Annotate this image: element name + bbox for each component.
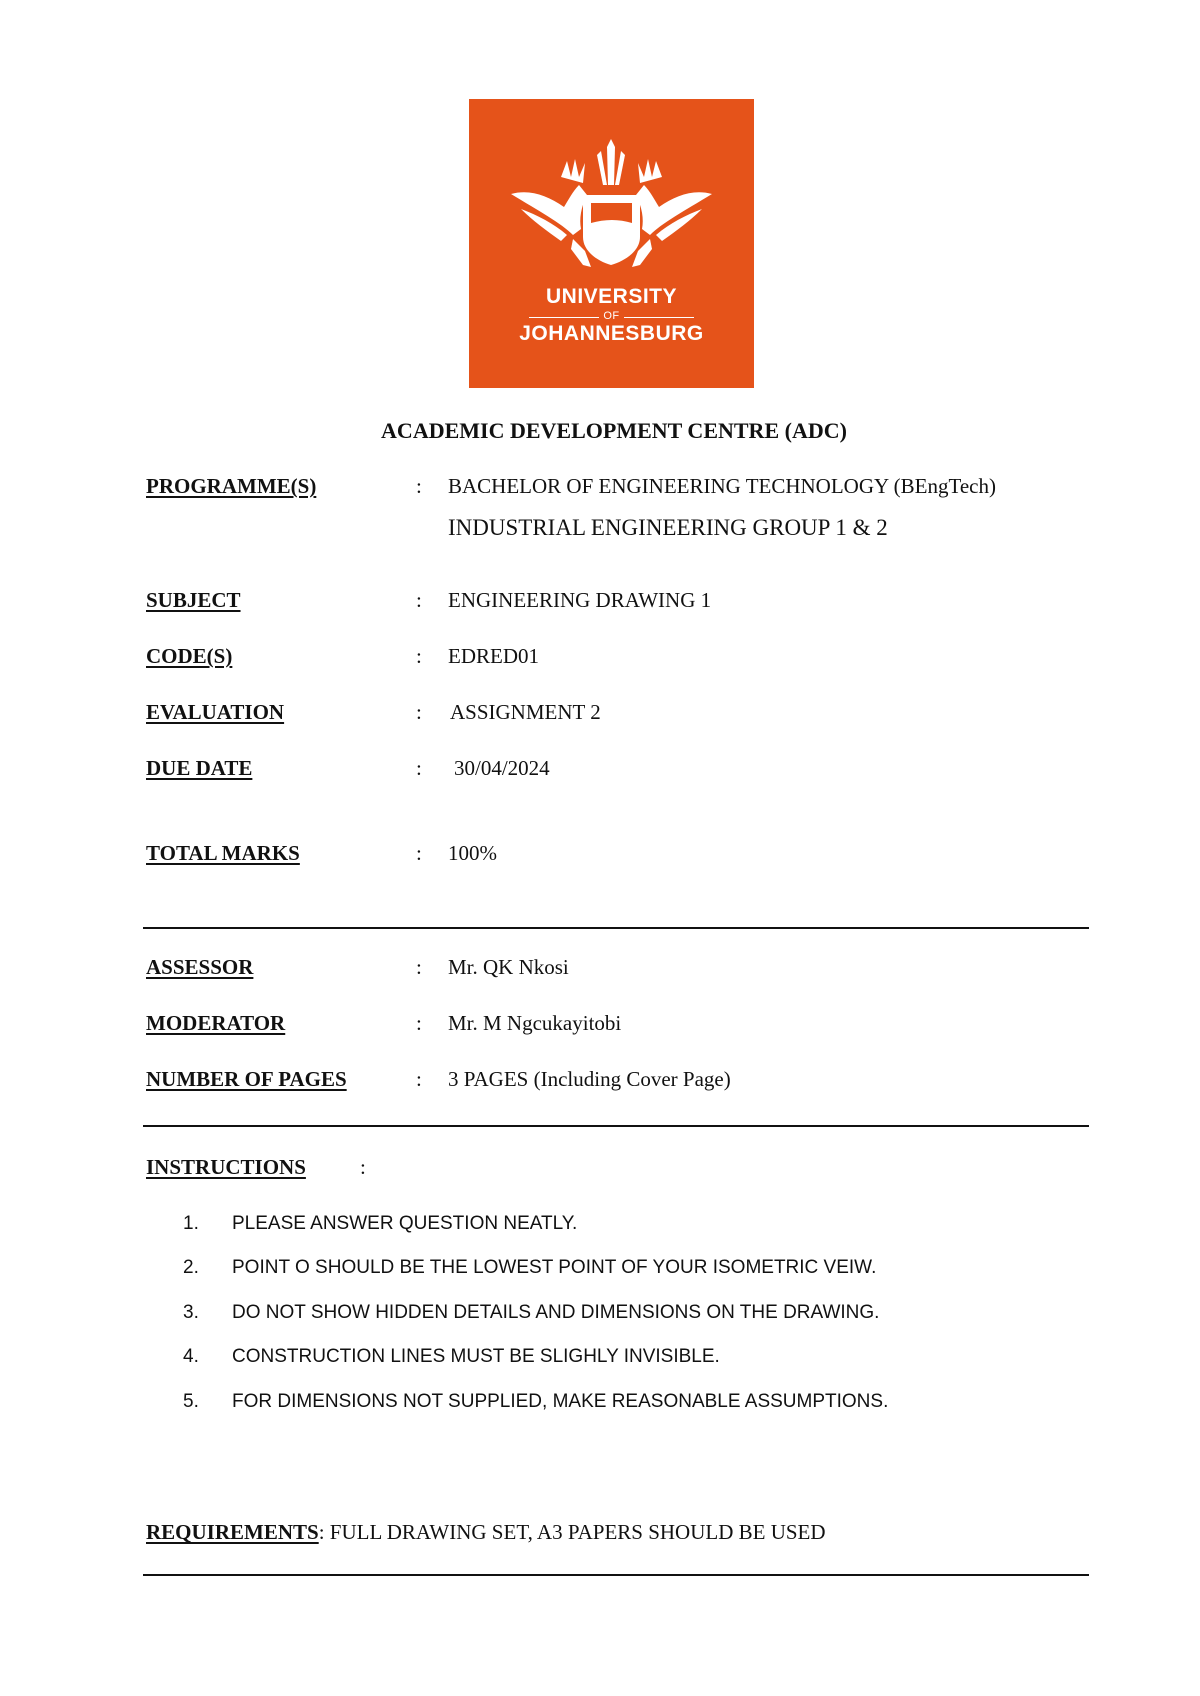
- subject-value: ENGINEERING DRAWING 1: [448, 588, 712, 612]
- requirements-line: [146, 1520, 826, 1545]
- pages-label: NUMBER OF PAGES: [146, 1067, 347, 1091]
- centre-title: ACADEMIC DEVELOPMENT CENTRE (ADC): [381, 418, 847, 443]
- assessor-colon: :: [416, 955, 422, 979]
- moderator-label: MODERATOR: [146, 1011, 286, 1035]
- instruction-number: 5.: [183, 1391, 199, 1412]
- total-marks-colon: :: [416, 841, 422, 865]
- pages-colon: :: [416, 1067, 422, 1091]
- divider-rule-1: [143, 927, 1089, 929]
- divider-rule-3: [143, 1574, 1089, 1576]
- subject-label: SUBJECT: [146, 588, 241, 612]
- due-date-label: DUE DATE: [146, 756, 253, 780]
- evaluation-colon: :: [416, 700, 422, 724]
- code-colon: :: [416, 644, 422, 668]
- moderator-value: Mr. M Ngcukayitobi: [448, 1011, 622, 1035]
- programme-label: PROGRAMME(S): [146, 474, 317, 498]
- instructions-colon: :: [360, 1155, 366, 1179]
- instruction-text: DO NOT SHOW HIDDEN DETAILS AND DIMENSIONS ON THE DRAWING.: [232, 1302, 880, 1323]
- programme-colon: :: [416, 474, 422, 498]
- evaluation-value: ASSIGNMENT 2: [450, 700, 601, 724]
- instruction-number: 1.: [183, 1213, 199, 1234]
- due-date-value: 30/04/2024: [454, 756, 550, 780]
- evaluation-label: EVALUATION: [146, 700, 285, 724]
- instruction-number: 2.: [183, 1257, 199, 1278]
- code-value: EDRED01: [448, 644, 539, 668]
- pages-value: 3 PAGES (Including Cover Page): [448, 1067, 731, 1091]
- assessor-value: Mr. QK Nkosi: [448, 955, 569, 979]
- total-marks-label: TOTAL MARKS: [146, 841, 300, 865]
- requirements-label: REQUIREMENTS: [146, 1520, 319, 1544]
- divider-rule-2: [143, 1125, 1089, 1127]
- logo-line-university: UNIVERSITY: [545, 285, 678, 308]
- code-label: CODE(S): [146, 644, 233, 668]
- logo-line-of: OF: [603, 310, 620, 322]
- programme-value: BACHELOR OF ENGINEERING TECHNOLOGY (BEngTech): [448, 474, 996, 498]
- total-marks-value: 100%: [448, 841, 497, 865]
- requirements-text: : FULL DRAWING SET, A3 PAPERS SHOULD BE USED: [318, 1520, 826, 1544]
- instruction-text: POINT O SHOULD BE THE LOWEST POINT OF YOUR ISOMETRIC VEIW.: [232, 1257, 877, 1278]
- instruction-text: FOR DIMENSIONS NOT SUPPLIED, MAKE REASONABLE ASSUMPTIONS.: [232, 1391, 889, 1412]
- instruction-number: 3.: [183, 1302, 199, 1323]
- university-logo: [469, 99, 754, 388]
- logo-line-johannesburg: JOHANNESBURG: [519, 322, 704, 345]
- moderator-colon: :: [416, 1011, 422, 1035]
- instruction-text: PLEASE ANSWER QUESTION NEATLY.: [232, 1213, 578, 1234]
- subject-colon: :: [416, 588, 422, 612]
- programme-group: INDUSTRIAL ENGINEERING GROUP 1 & 2: [448, 515, 888, 540]
- assessor-label: ASSESSOR: [146, 955, 254, 979]
- instruction-text: CONSTRUCTION LINES MUST BE SLIGHLY INVISIBLE.: [232, 1346, 720, 1367]
- instruction-number: 4.: [183, 1346, 199, 1367]
- due-date-colon: :: [416, 756, 422, 780]
- instructions-label: INSTRUCTIONS: [146, 1155, 306, 1179]
